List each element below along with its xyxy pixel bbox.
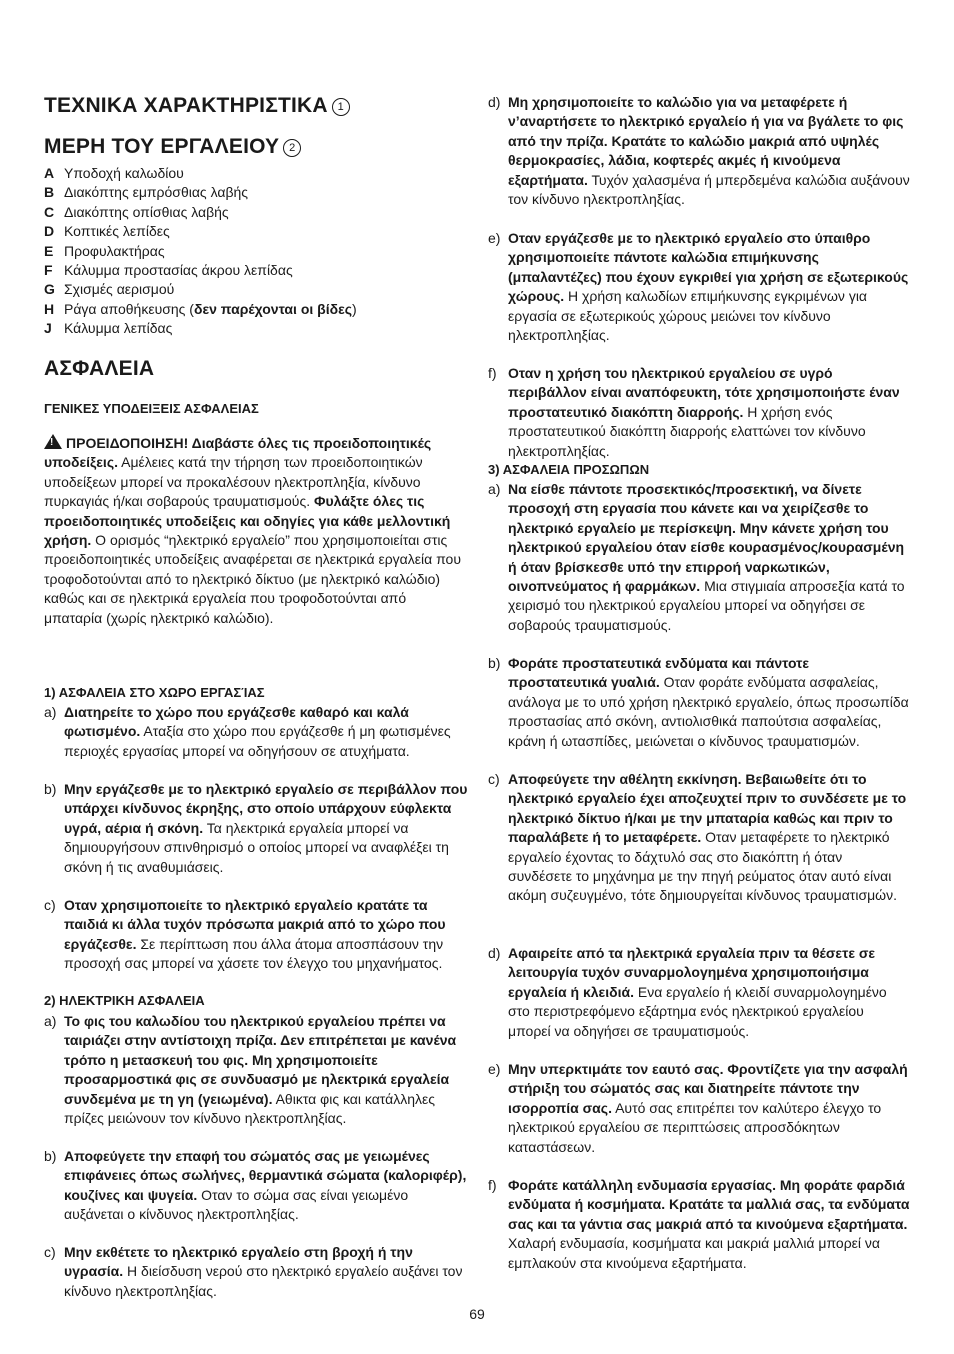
list-item: H Ράγα αποθήκευσης (δεν παρέχονται οι βίδες) [44, 300, 357, 317]
safety-item: b) Μην εργάζεσθε με το ηλεκτρικό εργαλείο σε περιβάλλον που υπάρχει κίνδυνος έκρηξης, στο οποίο υπάρχουν εύφλεκτα υγρά, αέρια ή σκόνη. Τα ηλεκτρικά εργαλεία μπορεί να δημιουργήσουν σπινθηρισμό ο οποίος μπορεί να αναφλέξει τη σκόνη ή τις αναθυμιάσεις. [44, 781, 468, 875]
safety-item: c) Οταν χρησιμοποιείτε το ηλεκτρικό εργαλείο κρατάτε τα παιδιά κι άλλα τυχόν πρόσωπα μακριά από το χώρο που εργάζεσθε. Σε περίπτωση που άλλα άτομα αποσπάσουν την προσοχή σας μπορεί να χάσετε τον έλεγχο του μηχανήματος. [44, 897, 446, 972]
page-number: 69 [469, 1306, 485, 1322]
safety-item: b) Αποφεύγετε την επαφή του σώματός σας με γειωμένες επιφάνειες όπως σωλήνες, θερμαντικά σώματα (καλοριφέρ), κουζίνες και ψυγεία. Οταν το σώμα σας είναι γειωμένο αυξάνεται ο κίνδυνος ηλεκτροπληξίας. [44, 1148, 467, 1223]
safety-item: e) Μην υπερκτιμάτε τον εαυτό σας. Φροντίζετε για την ασφαλή στήριξη του σώματός σας και διατηρείτε πάντοτε την ισορροπία σας. Αυτό σας επιτρέπει τον καλύτερο έλεγχο το ηλεκτρικού εργαλείου σε περιπτώσεις απροσδόκητων καταστάσεων. [488, 1061, 908, 1155]
safety-item: a) Να είσθε πάντοτε προσεκτικός/προσεκτική, να δίνετε προσοχή στη εργασία που κάνετε και να χειρίζεσθε το ηλεκτρικό εργαλείο με περίσκεψη. Μην κάνετε χρήση του ηλεκτρικού εργαλείου όταν είσθε κουρασμένος/κουρασμένη ή όταν βρίσκεσθε υπό την επιρροή ναρκωτικών, οινοπνεύματος ή φαρμάκων. Μια στιγμιαία απροσεξία κατά το χειρισμό του ηλεκτρικού εργαλείου μπορεί να οδηγήσει σε σοβαρούς τραυματισμούς. [488, 481, 905, 633]
safety-item: f) Οταν η χρήση του ηλεκτρικού εργαλείου σε υγρό περιβάλλον είναι αναπόφευκτη, τότε χρησιμοποιήστε έναν προστατευτικό διακόπτη διαρροής. Η χρήση ενός προστατευτικού διακόπτη διαρροής ελαττώνει τον κίνδυνο ηλεκτροπληξίας. [488, 365, 900, 459]
heading-general-safety: ΓΕΝΙΚΕΣ ΥΠΟΔΕΙΞΕΙΣ ΑΣΦΑΛΕΙΑΣ [44, 401, 259, 416]
list-item: B Διακόπτης εμπρόσθιας λαβής [44, 184, 249, 201]
safety-item: e) Οταν εργάζεσθε με το ηλεκτρικό εργαλείο στο ύπαιθρο χρησιμοποιείτε πάντοτε καλώδια επιμήκυνσης (μπαλαντέζες) που έχουν εγκριθεί για χρήση σε εξωτερικούς χώρους. Η χρήση καλωδίων επιμήκυνσης εγκριμένων για εργασία σε εξωτερικούς χώρους μειώνει τον κίνδυνο ηλεκτροπληξίας. [488, 230, 909, 344]
safety-item: c) Μην εκθέτετε το ηλεκτρικό εργαλείο στη βροχή ή την υγρασία. Η διείσδυση νερού στο ηλεκτρικό εργαλείο αυξάνει τον κίνδυνο ηλεκτροπληξίας. [44, 1244, 463, 1299]
safety-item: a) Διατηρείτε το χώρο που εργάζεσθε καθαρό και καλά φωτισμένο. Αταξία στο χώρο που εργάζεσθε ή μη φωτισμένες περιοχές εργασίας μπορεί να οδηγήσουν σε ατυχήματα. [44, 704, 451, 759]
list-item: G Σχισμές αερισμού [44, 281, 175, 298]
safety-item: b) Φοράτε προστατευτικά ενδύματα και πάντοτε προστατευτικά γυαλιά. Οταν φοράτε ενδύματα ασφαλείας, ανάλογα με το υπό χρήση ηλεκτρικό εργαλείο, όπως προσωπίδα προστασίας από σκόνη, αντιολισθικά παπούτσια ασφαλείας, κράνη ή ωτασπίδες, μειώνεται ο κίνδυνος τραυματισμών. [488, 655, 909, 749]
list-item: F Κάλυμμα προστασίας άκρου λεπίδας [44, 262, 293, 279]
heading-safety: ΑΣΦΑΛΕΙΑ [44, 357, 155, 380]
safety-item: a) Το φις του καλωδίου του ηλεκτρικού εργαλείου πρέπει να ταιριάζει στην αντίστοιχη πρίζα. Δεν επιτρέπεται με κανένα τρόπο η μετασκευή του φις. Μη χρησιμοποιείτε προσαρμοστικά φις σε συνδυασμό με ηλεκτρικά εργαλεία συνδεμένα με τη γη (γειωμένα). Αθικτα φις και κατάλληλες πρίζες μειώνουν τον κίνδυνο ηλεκτροπληξίας. [44, 1013, 457, 1127]
figure-ref-2: 2 [283, 139, 301, 157]
heading-personal-safety: 3) ΑΣΦΑΛΕΙΑ ΠΡΟΣΩΠΩΝ [488, 462, 650, 477]
heading-tool-parts: ΜΕΡΗ ΤΟΥ ΕΡΓΑΛΕΙΟΥ 2 [44, 135, 301, 159]
warning-paragraph: !ΠΡΟΕΙΔΟΠΟΙΗΣΗ! Διαβάστε όλες τις προειδοποιητικές υποδείξεις. Αμέλειες κατά την τήρηση των προειδοποιητικών υποδείξεων μπορεί να προκαλέσουν ηλεκτροπληξία, κίνδυνο πυρκαγιάς ή/και σοβαρούς τραυματισμούς. Φυλάξτε όλες τις προειδοποιητικές υποδείξεις και οδηγίες για κάθε μελλοντική χρήση. Ο ορισμός “ηλεκτρικό εργαλείο” που χρησιμοποιείται στις προειδοποιητικές υποδείξεις αναφέρεται σε ηλεκτρικά εργαλεία που τροφοδοτούνται από το ηλεκτρικό δίκτυο (με ηλεκτρικό καλώδιο) καθώς και σε ηλεκτρικά εργαλεία που τροφοδοτούνται από μπαταρία (χωρίς ηλεκτρικό καλώδιο). [44, 434, 468, 628]
figure-ref-1: 1 [332, 98, 350, 116]
list-item: A Υποδοχή καλωδίου [44, 165, 184, 181]
parts-list [44, 164, 357, 339]
heading-electrical-safety: 2) ΗΛΕΚΤΡΙΚΗ ΑΣΦΑΛΕΙΑ [44, 993, 205, 1008]
safety-item: c) Αποφεύγετε την αθέλητη εκκίνηση. Βεβαιωθείτε ότι το ηλεκτρικό εργαλείο έχει αποζευχτεί πριν το συνδέσετε με το ηλεκτρικό δίκτυο ή/και με την μπαταρία καθώς και πριν το παραλάβετε ή το μεταφέρετε. Οταν μεταφέρετε το ηλεκτρικό εργαλείο έχοντας το δάχτυλό σας στο διακόπτη ή όταν συνδέσετε το μηχάνημα με την πηγή ρεύματος όταν αυτό είναι ακόμη συζευγμένο, τότε δημιουργείται κίνδυνος τραυματισμών. [488, 771, 907, 904]
list-item: J Κάλυμμα λεπίδας [44, 320, 173, 337]
list-item: C Διακόπτης οπίσθιας λαβής [44, 203, 229, 220]
warning-triangle-icon [44, 434, 62, 449]
list-item: E Προφυλακτήρας [44, 242, 165, 259]
safety-item: d) Αφαιρείτε από τα ηλεκτρικά εργαλεία πριν τα θέσετε σε λειτουργία τυχόν συναρμολογημένα χρησιμοποιήσιμα εργαλεία ή κλειδιά. Ενα εργαλείο ή κλειδί συναρμολογημένο στο περιστρεφόμενο εξάρτημα ενός ηλεκτρικού εργαλείου μπορεί να οδηγήσει σε τραυματισμούς. [488, 945, 887, 1039]
list-item: D Κοπτικές λεπίδες [44, 223, 170, 240]
heading-technical-specs: ΤΕΧΝΙΚΑ ΧΑΡΑΚΤΗΡΙΣΤΙΚΑ 1 [44, 94, 350, 118]
safety-item: d) Μη χρησιμοποιείτε το καλώδιο για να μεταφέρετε ή ν’αναρτήσετε το ηλεκτρικό εργαλείο ή για να βγάλετε το φις από την πρίζα. Κρατάτε το καλώδιο μακριά από υψηλές θερμοκρασίες, λάδια, κοφτερές ακμές ή κινούμενα εξαρτήματα. Τυχόν χαλασμένα ή μπερδεμένα καλώδια αυξάνουν τον κίνδυνο ηλεκτροπληξίας. [488, 94, 910, 208]
safety-item: f) Φοράτε κατάλληλη ενδυμασία εργασίας. Μη φοράτε φαρδιά ενδύματα ή κοσμήματα. Κρατάτε τα μαλλιά σας, τα ενδύματα σας και τα γάντια σας μακριά από τα κινούμενα εξαρτήματα. Χαλαρή ενδυμασία, κοσμήματα και μακριά μαλλιά μπορεί να εμπλακούν στα κινούμενα εξαρτήματα. [488, 1177, 910, 1271]
heading-work-area-safety: 1) ΑΣΦΑΛΕΙΑ ΣΤΟ ΧΩΡΟ ΕΡΓΑΣΊΑΣ [44, 685, 265, 700]
